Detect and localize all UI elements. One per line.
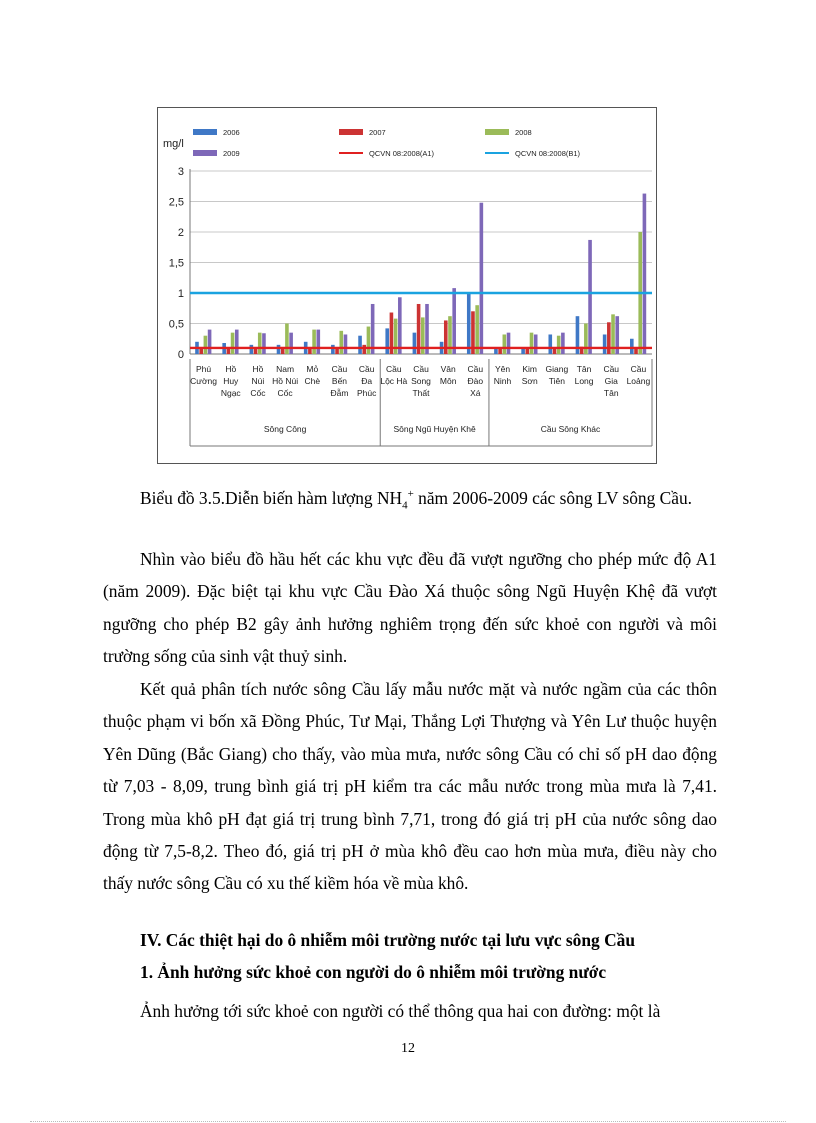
x-tick-label-15-2: Tân (603, 388, 619, 398)
bar-2006-5 (331, 345, 335, 354)
bar-2008-2 (258, 333, 262, 354)
x-tick-label-5-2: Đẫm (330, 388, 349, 398)
x-tick-label-2-1: Núi (251, 376, 265, 386)
y-tick-label: 0 (177, 349, 184, 361)
bar-2006-8 (413, 333, 417, 354)
subsection-heading-1: 1. Ảnh hưởng sức khoẻ con người do ô nhiễm môi trường nước (140, 962, 607, 982)
bar-2009-6 (371, 304, 375, 354)
bar-2006-15 (603, 334, 607, 354)
bar-2008-0 (204, 336, 208, 354)
bar-2006-7 (385, 328, 389, 354)
bar-2006-3 (277, 345, 281, 354)
x-tick-label-2-2: Cốc (250, 388, 266, 398)
x-tick-label-5-1: Bến (331, 376, 348, 386)
x-tick-label-12-0: Kim (522, 364, 538, 374)
bar-2009-12 (534, 334, 538, 354)
group-label-1: Sông Ngũ Huyện Khê (393, 424, 476, 434)
bar-2008-10 (475, 305, 479, 354)
x-tick-label-1-1: Huy (223, 376, 239, 386)
bar-2009-13 (561, 333, 565, 354)
legend-label-0: 2006 (223, 128, 240, 137)
bar-2006-16 (630, 339, 634, 354)
bar-2009-2 (262, 333, 266, 354)
nh4-chart (157, 107, 657, 464)
y-tick-label: 2,5 (168, 196, 184, 209)
y-tick-label: 1 (177, 288, 184, 300)
x-tick-label-5-0: Cầu (331, 364, 348, 374)
x-tick-label-13-1: Tiên (548, 376, 565, 386)
paragraph-1: Nhìn vào biểu đồ hầu hết các khu vực đều đã vượt ngưỡng cho phép mức độ A1 (năm 2009). Đặc biệt tại khu vực Cầu Đào Xá thuộc sông Ngũ Huyện Khệ đã vượt ngưỡng cho phép B2 gây ảnh hưởng nghiêm trọng đến sức khoẻ con người và môi trường sống của sinh vật thuỷ sinh. (103, 549, 717, 667)
bar-2008-13 (557, 336, 561, 354)
bar-2009-7 (398, 297, 402, 354)
chart-svg (157, 107, 657, 464)
x-tick-label-7-1: Lộc Hà (380, 376, 408, 386)
bar-2009-1 (235, 330, 239, 354)
caption-text-a: Biểu đồ 3.5.Diễn biến hàm lượng NH (140, 487, 403, 508)
bar-2009-5 (344, 334, 348, 354)
y-unit-label: mg/l (163, 138, 184, 150)
x-tick-label-6-2: Phúc (356, 388, 377, 398)
bar-2009-16 (643, 194, 647, 354)
y-tick-label: 0,5 (168, 318, 184, 331)
x-tick-label-15-0: Cầu (603, 364, 620, 374)
bar-2009-0 (208, 330, 212, 354)
bar-2006-10 (467, 293, 471, 354)
x-tick-label-14-1: Long (574, 376, 594, 386)
legend-label-1: 2007 (369, 128, 386, 137)
x-tick-label-8-2: Thất (412, 388, 430, 398)
bar-2008-4 (312, 330, 316, 354)
x-tick-label-3-1: Hồ Núi (272, 376, 299, 386)
x-tick-label-4-0: Mỏ (306, 364, 319, 374)
legend-label-5: QCVN 08:2008(B1) (515, 149, 581, 158)
x-tick-label-16-0: Cầu (630, 364, 647, 374)
legend-swatch-3 (193, 150, 217, 156)
x-tick-label-6-0: Cầu (358, 364, 375, 374)
bar-2008-5 (339, 331, 343, 354)
bar-2008-11 (503, 334, 507, 354)
group-label-0: Sông Công (263, 424, 307, 434)
bar-2009-8 (425, 304, 429, 354)
chart-border (158, 108, 657, 464)
bar-2006-2 (250, 345, 254, 354)
y-tick-label: 2 (177, 227, 184, 239)
bar-2007-6 (362, 345, 366, 354)
bar-2008-3 (285, 324, 289, 355)
legend-label-3: 2009 (223, 149, 240, 158)
x-tick-label-2-0: Hồ (252, 364, 264, 374)
y-tick-label: 3 (177, 166, 184, 178)
chart-caption (103, 478, 717, 522)
bar-2008-1 (231, 333, 235, 354)
bar-2009-11 (507, 333, 511, 354)
bar-2008-14 (584, 324, 588, 355)
paragraph-3: Ảnh hưởng tới sức khoẻ con người có thể thông qua hai con đường: một là (140, 1001, 661, 1021)
section-heading-iv: IV. Các thiệt hại do ô nhiễm môi trường nước tại lưu vực sông Cầu (140, 930, 635, 950)
x-tick-label-1-0: Hồ (225, 364, 237, 374)
x-tick-label-0-1: Cường (190, 376, 218, 386)
x-tick-label-13-0: Giang (545, 364, 569, 374)
bar-2008-12 (530, 333, 534, 354)
x-tick-label-0-0: Phú (196, 364, 212, 374)
bar-2009-9 (452, 288, 456, 354)
caption-superscript: + (407, 488, 414, 500)
footer-divider (30, 1121, 786, 1122)
page-number: 12 (401, 1041, 415, 1056)
bar-2009-10 (480, 203, 484, 354)
x-tick-label-8-1: Song (411, 376, 431, 386)
bar-2009-4 (316, 330, 320, 354)
legend-label-2: 2008 (515, 128, 532, 137)
y-tick-label: 1,5 (168, 257, 184, 270)
x-tick-label-16-1: Loảng (626, 376, 651, 386)
x-tick-label-9-1: Môn (439, 376, 457, 386)
x-tick-label-8-0: Cầu (413, 364, 429, 374)
bar-2006-6 (358, 336, 362, 354)
x-tick-label-9-0: Vân (440, 364, 456, 374)
legend-swatch-2 (485, 129, 509, 135)
paragraph-2: Kết quả phân tích nước sông Cầu lấy mẫu nước mặt và nước ngầm của các thôn thuộc phạm vi bốn xã Đồng Phúc, Tư Mại, Thắng Lợi Thượng và Yên Lư thuộc huyện Yên Dũng (Bắc Giang) cho thấy, vào mùa mưa, nước sông Cầu có chỉ số pH dao động từ 7,03 - 8,09, trung bình giá trị pH kiểm tra các mẫu nước trong mùa mưa là 7,41. Trong mùa khô pH đạt giá trị trung bình 7,71, trong đó giá trị pH của nước sông dao động từ 7,5-8,2. Theo đó, giá trị pH ở mùa khô đều cao hơn mùa mưa, điều này cho thấy nước sông Cầu có xu thế kiềm hóa về mùa khô. (103, 679, 717, 894)
legend-label-4: QCVN 08:2008(A1) (369, 149, 435, 158)
bar-2008-6 (367, 327, 371, 354)
legend-swatch-1 (339, 129, 363, 135)
x-tick-label-3-2: Cốc (277, 388, 293, 398)
x-tick-label-3-0: Nam (276, 364, 295, 374)
bar-2006-13 (548, 334, 552, 354)
bar-2009-14 (588, 240, 592, 354)
x-tick-label-11-0: Yên (494, 364, 511, 374)
bar-2009-3 (289, 333, 293, 354)
x-tick-label-10-0: Cầu (467, 364, 484, 374)
x-tick-label-7-0: Cầu (386, 364, 402, 374)
caption-text-b: năm 2006-2009 các sông LV sông Cầu. (413, 487, 693, 508)
bar-2007-8 (417, 304, 421, 354)
caption-subscript: 4 (402, 499, 408, 512)
x-tick-label-4-1: Chè (304, 376, 321, 386)
x-tick-label-11-1: Ninh (493, 376, 512, 386)
legend-swatch-0 (193, 129, 217, 135)
x-tick-label-15-1: Gia (604, 376, 618, 386)
x-tick-label-6-1: Đa (361, 376, 373, 386)
x-tick-label-1-2: Ngạc (220, 388, 241, 398)
x-tick-label-12-1: Sơn (521, 376, 538, 386)
x-tick-label-14-0: Tân (576, 364, 592, 374)
x-tick-label-10-1: Đào (467, 376, 484, 386)
x-tick-label-10-2: Xá (470, 388, 481, 398)
group-label-2: Cầu Sông Khác (540, 424, 601, 434)
bar-2007-15 (607, 322, 611, 354)
